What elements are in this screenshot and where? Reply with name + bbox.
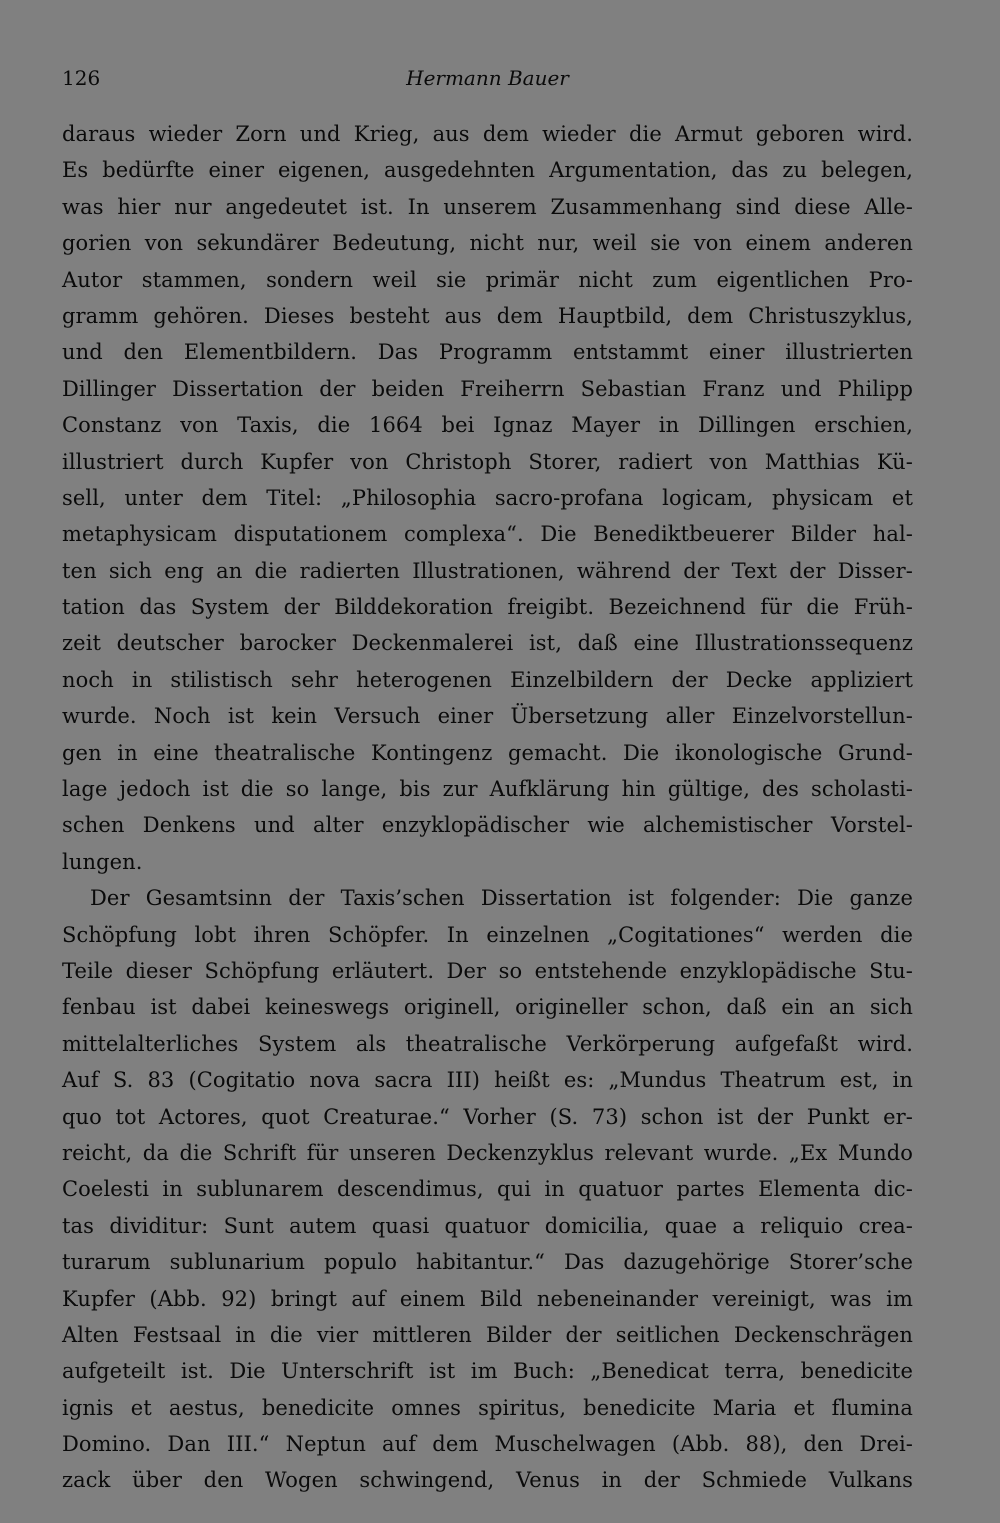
text-line: aufgeteilt ist. Die Unterschrift ist im Buch: „Benedicat terra, benedicite [62,1359,913,1384]
text-line: illustriert durch Kupfer von Christoph Storer, radiert von Matthias Kü- [62,449,913,474]
text-line: Dillinger Dissertation der beiden Freiherrn Sebastian Franz und Philipp [62,376,913,401]
running-title: Hermann Bauer [406,66,569,90]
text-line: fenbau ist dabei keineswegs originell, origineller schon, daß ein an sich [62,995,913,1020]
text-line: wurde. Noch ist kein Versuch einer Übersetzung aller Einzelvorstellun- [62,704,913,729]
text-line: noch in stilistisch sehr heterogenen Einzelbildern der Decke appliziert [62,667,913,692]
text-line: gorien von sekundärer Bedeutung, nicht nur, weil sie von einem anderen [62,231,913,256]
text-line: ten sich eng an die radierten Illustrationen, während der Text der Disser- [62,558,913,583]
text-line: Autor stammen, sondern weil sie primär nicht zum eigentlichen Pro- [62,267,913,292]
text-line: schen Denkens und alter enzyklopädischer wie alchemistischer Vorstel- [62,813,913,838]
text-line: sell, unter dem Titel: „Philosophia sacro-profana logicam, physicam et [62,485,913,510]
text-line: zeit deutscher barocker Deckenmalerei ist, daß eine Illustrationssequenz [62,631,913,656]
text-line: reicht, da die Schrift für unseren Deckenzyklus relevant wurde. „Ex Mundo [62,1140,913,1165]
text-line: Der Gesamtsinn der Taxis’schen Dissertation ist folgender: Die ganze [90,886,913,911]
text-line: Teile dieser Schöpfung erläutert. Der so entstehende enzyklopädische Stu- [62,958,913,983]
text-line: tation das System der Bilddekoration freigibt. Bezeichnend für die Früh- [62,595,913,620]
text-line: was hier nur angedeutet ist. In unserem Zusammenhang sind diese Alle- [62,194,913,219]
text-line: Coelesti in sublunarem descendimus, qui in quatuor partes Elementa dic- [62,1177,913,1202]
running-head [62,62,913,94]
body-text [62,116,913,1499]
text-line: Auf S. 83 (Cogitatio nova sacra III) heißt es: „Mundus Theatrum est, in [62,1068,913,1093]
text-line: turarum sublunarium populo habitantur.“ Das dazugehörige Storer’sche [62,1250,913,1275]
text-line: Alten Festsaal in die vier mittleren Bilder der seitlichen Deckenschrägen [62,1322,913,1347]
text-line: Domino. Dan III.“ Neptun auf dem Muschelwagen (Abb. 88), den Drei- [62,1432,913,1457]
paragraph [62,116,913,880]
text-line: Es bedürfte einer eigenen, ausgedehnten Argumentation, das zu belegen, [62,158,913,183]
text-line: und den Elementbildern. Das Programm entstammt einer illustrierten [62,340,913,365]
text-line: gramm gehören. Dieses besteht aus dem Hauptbild, dem Christuszyklus, [62,303,913,328]
text-line: quo tot Actores, quot Creaturae.“ Vorher (S. 73) schon ist der Punkt er- [62,1104,913,1129]
text-line: tas dividitur: Sunt autem quasi quatuor domicilia, quae a reliquio crea- [62,1213,913,1238]
text-line: zack über den Wogen schwingend, Venus in der Schmiede Vulkans [62,1468,913,1493]
text-line: gen in eine theatralische Kontingenz gemacht. Die ikonologische Grund- [62,740,913,765]
paragraph [62,880,913,1499]
text-line: Kupfer (Abb. 92) bringt auf einem Bild nebeneinander vereinigt, was im [62,1286,913,1311]
text-line: daraus wieder Zorn und Krieg, aus dem wieder die Armut geboren wird. [62,122,913,146]
text-line: metaphysicam disputationem complexa“. Die Benediktbeuerer Bilder hal- [62,522,913,547]
text-line: ignis et aestus, benedicite omnes spiritus, benedicite Maria et flumina [62,1395,913,1420]
text-line: mittelalterliches System als theatralische Verkörperung aufgefaßt wird. [62,1031,913,1056]
text-line: lungen. [62,849,143,874]
page-number: 126 [62,66,101,90]
paragraphs [62,116,913,1499]
text-line: Constanz von Taxis, die 1664 bei Ignaz Mayer in Dillingen erschien, [62,413,913,438]
text-line: lage jedoch ist die so lange, bis zur Aufklärung hin gültige, des scholasti- [62,777,913,802]
text-line: Schöpfung lobt ihren Schöpfer. In einzelnen „Cogitationes“ werden die [62,922,913,947]
